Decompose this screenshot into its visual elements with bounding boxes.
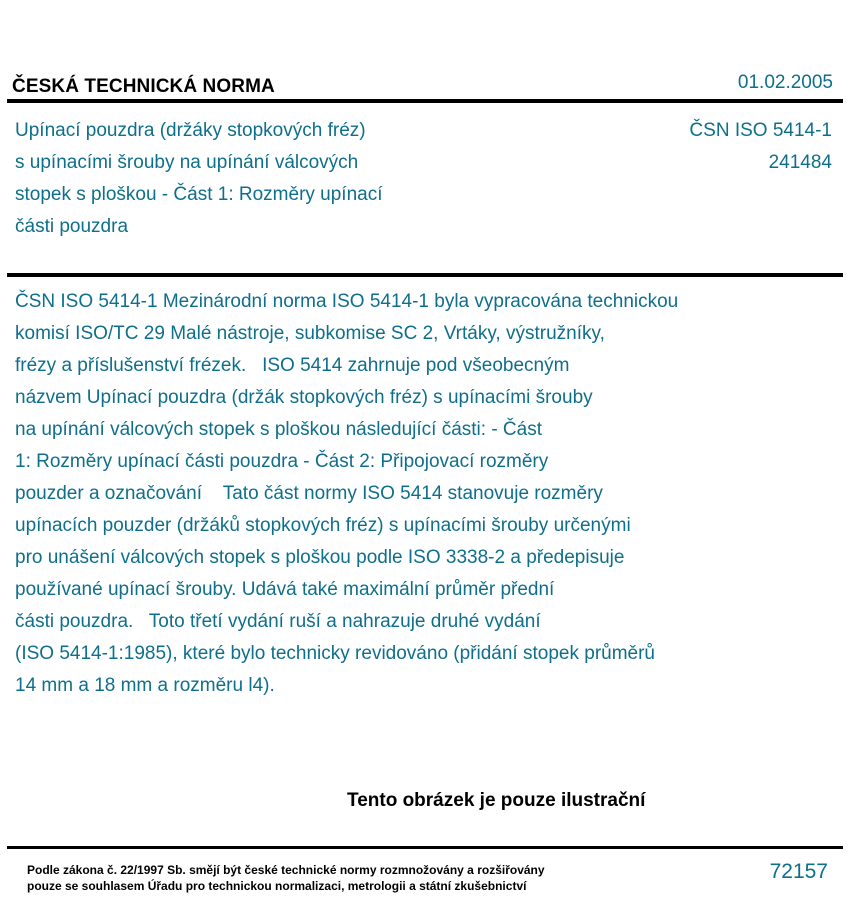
middle-divider: [7, 273, 843, 277]
abstract-line: 1: Rozměry upínací části pouzdra - Část 2: Připojovací rozměry: [15, 451, 549, 472]
abstract-line: názvem Upínací pouzdra (držák stopkových fréz) s upínacími šrouby: [15, 387, 593, 408]
abstract-line: části pouzdra. Toto třetí vydání ruší a nahrazuje druhé vydání: [15, 611, 541, 632]
norm-title-line: stopek s ploškou - Část 1: Rozměry upínací: [15, 184, 383, 205]
abstract-line: pouzder a označování Tato část normy ISO 5414 stanovuje rozměry: [15, 483, 603, 504]
norm-title-line: Upínací pouzdra (držáky stopkových fréz): [15, 120, 366, 141]
top-divider: [7, 99, 843, 103]
abstract-line: (ISO 5414-1:1985), které bylo technicky revidováno (přidání stopek průměrů: [15, 643, 655, 664]
abstract-line: 14 mm a 18 mm a rozměru l4).: [15, 675, 275, 696]
abstract-line: na upínání válcových stopek s ploškou následující části: - Část: [15, 419, 542, 440]
abstract-line: pro unášení válcových stopek s ploškou podle ISO 3338-2 a předepisuje: [15, 547, 625, 568]
illustration-note: Tento obrázek je pouze ilustrační: [347, 790, 646, 811]
norm-title: [15, 115, 455, 243]
abstract-text: [15, 286, 805, 702]
abstract-line: frézy a příslušenství frézek. ISO 5414 zahrnuje pod všeobecným: [15, 355, 570, 376]
abstract-line: komisí ISO/TC 29 Malé nástroje, subkomise SC 2, Vrtáky, výstružníky,: [15, 323, 605, 344]
document-type-heading: ČESKÁ TECHNICKÁ NORMA: [12, 76, 275, 97]
catalog-number: 72157: [769, 860, 828, 883]
norm-title-line: s upínacími šrouby na upínání válcových: [15, 152, 359, 173]
bottom-divider: [7, 846, 843, 849]
norm-identifier: [689, 115, 832, 179]
legal-notice-line: Podle zákona č. 22/1997 Sb. smějí být české technické normy rozmnožovány a rozšiřovány: [27, 863, 545, 877]
abstract-line: používané upínací šrouby. Udává také maximální průměr přední: [15, 579, 555, 600]
norm-code: ČSN ISO 5414-1: [689, 120, 832, 141]
abstract-line: upínacích pouzder (držáků stopkových fréz) s upínacími šrouby určenými: [15, 515, 631, 536]
legal-notice: [27, 862, 545, 894]
legal-notice-line: pouze se souhlasem Úřadu pro technickou normalizaci, metrologii a státní zkušebnictví: [27, 879, 527, 893]
publication-date: 01.02.2005: [737, 72, 833, 93]
norm-title-line: části pouzdra: [15, 216, 129, 237]
abstract-line: ČSN ISO 5414-1 Mezinárodní norma ISO 5414-1 byla vypracována technickou: [15, 291, 679, 312]
norm-class-number: 241484: [768, 152, 832, 173]
